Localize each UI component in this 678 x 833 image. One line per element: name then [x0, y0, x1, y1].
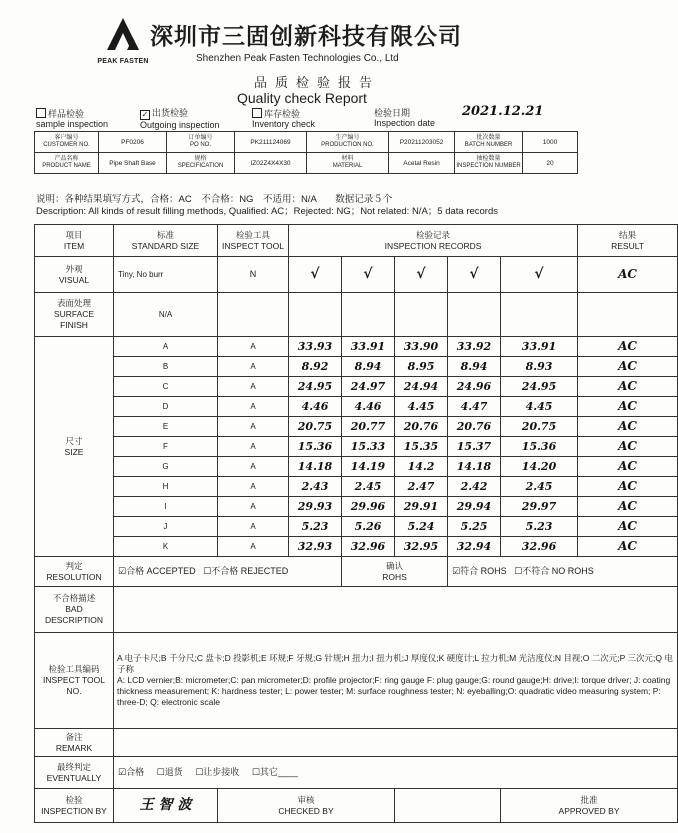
size-row [35, 357, 678, 377]
size-standard: A [114, 337, 218, 357]
size-record: 15.37 [448, 437, 501, 457]
size-result: AC [578, 437, 678, 457]
size-record: 8.95 [395, 357, 448, 377]
size-record: 29.91 [395, 497, 448, 517]
size-record: 32.95 [395, 537, 448, 557]
visual-row [35, 257, 678, 293]
surface-row [35, 293, 678, 337]
customer-no-label: 客户编号 CUSTOMER NO. [35, 132, 99, 153]
size-record: 33.92 [448, 337, 501, 357]
size-record: 24.94 [395, 377, 448, 397]
surface-standard: N/A [114, 293, 218, 337]
result-header: 结果 RESULT [578, 225, 678, 257]
logo-mark-icon [103, 14, 143, 54]
size-record: 20.77 [342, 417, 395, 437]
inspection-number-label: 抽检数量 INSPECTION NUMBER [455, 153, 523, 174]
production-no-value: P20211203052 [389, 132, 455, 153]
checked-by-value[interactable] [395, 789, 501, 823]
size-result: AC [578, 477, 678, 497]
specification-value: IZ02Z4X4X30 [235, 153, 307, 174]
outgoing-checkbox[interactable]: ✓ [141, 110, 149, 119]
size-row [35, 497, 678, 517]
size-record: 15.36 [501, 437, 578, 457]
eventually-pass-option[interactable]: ☑合格 [118, 767, 145, 777]
size-tool: A [218, 497, 289, 517]
visual-standard: Tiny, No burr [114, 257, 218, 293]
tool-codes-cn: A 电子卡尺;B 千分尺;C 盘卡;D 投影机;E 环规;F 牙规;G 针规;H 扭力;I 扭力机;J 厚度仪;K 硬度计;L 拉力机;M 光洁度仪;N 目视;O 二次元;P 三次元;Q 电子称 [117, 653, 673, 674]
size-tool: A [218, 417, 289, 437]
size-record: 15.33 [342, 437, 395, 457]
size-tool: A [218, 357, 289, 377]
date-label-cn: 检验日期 [374, 108, 411, 118]
eventually-other-option[interactable]: ☐其它____ [251, 767, 298, 777]
size-tool: A [218, 537, 289, 557]
item-header: 项目 ITEM [35, 225, 114, 257]
size-standard: B [114, 357, 218, 377]
specification-label: 规格 SPECIFICATION [167, 153, 235, 174]
eventually-return-option[interactable]: ☐退货 [156, 767, 183, 777]
size-record: 33.93 [289, 337, 342, 357]
outgoing-label-cn: 出货检验 [152, 108, 189, 118]
accepted-option[interactable]: ☑合格 ACCEPTED [118, 566, 196, 576]
size-standard: K [114, 537, 218, 557]
size-row [35, 377, 678, 397]
production-no-label: 生产编号 PRODUCTION NO. [307, 132, 389, 153]
size-result: AC [578, 337, 678, 357]
size-standard: D [114, 397, 218, 417]
visual-record-4: √ [448, 257, 501, 293]
inspect-tool-row [35, 633, 678, 729]
visual-label: 外观 VISUAL [35, 257, 114, 293]
records-header: 检验记录 INSPECTION RECORDS [289, 225, 578, 257]
size-result: AC [578, 537, 678, 557]
size-record: 24.96 [448, 377, 501, 397]
inspect-tool-label: 检验工具编码 INSPECT TOOL NO. [35, 633, 114, 729]
size-record: 29.96 [342, 497, 395, 517]
size-row [35, 337, 678, 357]
material-value: Acetal Resin [389, 153, 455, 174]
size-record: 4.45 [395, 397, 448, 417]
size-record: 5.26 [342, 517, 395, 537]
bad-description-label: 不合格描述 BAD DESCRIPTION [35, 587, 114, 633]
rohs-ng-option[interactable]: ☐不符合 NO ROHS [514, 566, 594, 576]
size-tool: A [218, 337, 289, 357]
description-cn: 说明：各种结果填写方式，合格：AC 不合格：NG 不适用：N/A 数据记录５个 [36, 194, 393, 205]
report-header [0, 0, 600, 118]
inspect-tool-codes [114, 633, 678, 729]
size-record: 5.25 [448, 517, 501, 537]
size-result: AC [578, 517, 678, 537]
size-tool: A [218, 457, 289, 477]
size-record: 14.18 [448, 457, 501, 477]
table-header-row [35, 225, 678, 257]
size-row [35, 477, 678, 497]
size-record: 2.43 [289, 477, 342, 497]
company-logo [88, 14, 158, 70]
size-record: 32.94 [448, 537, 501, 557]
size-record: 20.76 [448, 417, 501, 437]
inventory-checkbox[interactable] [252, 108, 262, 118]
inventory-label-cn: 库存检验 [264, 109, 301, 119]
standard-header: 标准 STANDARD SIZE [114, 225, 218, 257]
remark-row [35, 729, 678, 757]
size-row [35, 397, 678, 417]
bad-description-row [35, 587, 678, 633]
report-title-cn: 品质检验报告 [254, 75, 381, 90]
approved-by-label: 批准 APPROVED BY [501, 789, 678, 823]
rohs-ok-option[interactable]: ☑符合 ROHS [452, 566, 507, 576]
size-record: 33.91 [342, 337, 395, 357]
visual-record-1: √ [289, 257, 342, 293]
size-standard: J [114, 517, 218, 537]
checked-by-label: 审核 CHECKED BY [218, 789, 395, 823]
tool-header: 检验工具 INSPECT TOOL [218, 225, 289, 257]
size-result: AC [578, 457, 678, 477]
size-tool: A [218, 397, 289, 417]
size-record: 32.96 [501, 537, 578, 557]
po-no-label: 订单编号 PO NO. [167, 132, 235, 153]
size-result: AC [578, 357, 678, 377]
size-record: 33.90 [395, 337, 448, 357]
inspector-signature: 王 智 波 [114, 789, 218, 823]
size-row [35, 457, 678, 477]
size-record: 14.18 [289, 457, 342, 477]
size-standard: E [114, 417, 218, 437]
resolution-row [35, 557, 678, 587]
size-record: 20.75 [501, 417, 578, 437]
size-tool: A [218, 377, 289, 397]
size-record: 2.42 [448, 477, 501, 497]
size-record: 8.94 [342, 357, 395, 377]
size-record: 15.35 [395, 437, 448, 457]
option-inventory-check[interactable] [252, 108, 315, 129]
size-record: 4.46 [289, 397, 342, 417]
size-record: 24.95 [289, 377, 342, 397]
eventually-label: 最终判定 EVENTUALLY [35, 757, 114, 789]
company-name-cn: 深圳市三固创新科技有限公司 [150, 23, 462, 49]
remark-value[interactable] [114, 729, 678, 757]
size-tool: A [218, 477, 289, 497]
bad-description-value[interactable] [114, 587, 678, 633]
size-standard: H [114, 477, 218, 497]
batch-number-value: 1000 [523, 132, 578, 153]
size-standard: C [114, 377, 218, 397]
inspection-table [34, 224, 678, 823]
inspection-number-value: 20 [523, 153, 578, 174]
resolution-options [114, 557, 342, 587]
size-record: 8.94 [448, 357, 501, 377]
size-record: 29.97 [501, 497, 578, 517]
product-name-value: Pipe Shaft Base [99, 153, 167, 174]
logo-text: PEAK FASTEN [97, 58, 149, 65]
eventually-concession-option[interactable]: ☐让步接收 [195, 767, 240, 777]
size-record: 5.23 [501, 517, 578, 537]
size-row [35, 537, 678, 557]
size-record: 2.47 [395, 477, 448, 497]
option-outgoing-inspection[interactable] [140, 108, 220, 130]
size-record: 32.93 [289, 537, 342, 557]
inventory-label-en: Inventory check [252, 119, 316, 129]
size-record: 4.47 [448, 397, 501, 417]
eventually-row [35, 757, 678, 789]
size-result: AC [578, 497, 678, 517]
size-record: 15.36 [289, 437, 342, 457]
sample-checkbox[interactable] [36, 108, 46, 118]
size-result: AC [578, 397, 678, 417]
description-en: Description: All kinds of result filling methods, Qualified: AC；Rejected: NG；Not related: N/A；5 data records [36, 206, 499, 217]
visual-record-2: √ [342, 257, 395, 293]
size-record: 5.24 [395, 517, 448, 537]
size-record: 2.45 [501, 477, 578, 497]
inspection-date-label [374, 108, 435, 128]
company-name-en: Shenzhen Peak Fasten Technologies Co., Ltd [196, 53, 399, 64]
size-record: 20.75 [289, 417, 342, 437]
product-name-label: 产品名称 PRODUCT NAME [35, 153, 99, 174]
eventually-options [114, 757, 678, 789]
size-tool: A [218, 437, 289, 457]
rohs-confirm-label: 确认 ROHS [342, 557, 448, 587]
size-label: 尺寸 SIZE [35, 337, 114, 557]
remark-label: 备注 REMARK [35, 729, 114, 757]
surface-label: 表面处理 SURFACE FINISH [35, 293, 114, 337]
inspection-date-value: 2021.12.21 [462, 104, 544, 119]
visual-record-5: √ [501, 257, 578, 293]
size-record: 24.97 [342, 377, 395, 397]
option-sample-inspection[interactable] [36, 108, 108, 129]
batch-number-label: 批次数量 BATCH NUMBER [455, 132, 523, 153]
size-row [35, 417, 678, 437]
inspection-by-label: 检验 INSPECTION BY [35, 789, 114, 823]
description-note [36, 194, 581, 218]
size-record: 8.93 [501, 357, 578, 377]
size-record: 24.95 [501, 377, 578, 397]
size-record: 8.92 [289, 357, 342, 377]
visual-result: AC [578, 257, 678, 293]
size-record: 5.23 [289, 517, 342, 537]
size-record: 14.20 [501, 457, 578, 477]
size-record: 14.19 [342, 457, 395, 477]
resolution-label: 判定 RESOLUTION [35, 557, 114, 587]
size-record: 4.46 [342, 397, 395, 417]
visual-record-3: √ [395, 257, 448, 293]
sample-label-en: sample inspection [36, 119, 109, 129]
date-label-en: Inspection date [374, 118, 436, 128]
material-label: 材料 MATERIAL [307, 153, 389, 174]
size-record: 2.45 [342, 477, 395, 497]
rohs-options [448, 557, 678, 587]
size-record: 14.2 [395, 457, 448, 477]
size-standard: G [114, 457, 218, 477]
po-no-value: PK211124069 [235, 132, 307, 153]
size-standard: I [114, 497, 218, 517]
rejected-option[interactable]: ☐不合格 REJECTED [203, 566, 289, 576]
size-record: 32.96 [342, 537, 395, 557]
product-info-table [34, 131, 578, 174]
size-result: AC [578, 417, 678, 437]
size-tool: A [218, 517, 289, 537]
signature-row [35, 789, 678, 823]
sample-label-cn: 样品检验 [48, 109, 85, 119]
size-standard: F [114, 437, 218, 457]
size-record: 20.76 [395, 417, 448, 437]
size-row [35, 437, 678, 457]
size-record: 29.94 [448, 497, 501, 517]
size-record: 33.91 [501, 337, 578, 357]
visual-tool: N [218, 257, 289, 293]
size-record: 29.93 [289, 497, 342, 517]
size-record: 4.45 [501, 397, 578, 417]
report-title-en: Quality check Report [237, 90, 367, 106]
size-row [35, 517, 678, 537]
outgoing-label-en: Outgoing inspection [140, 120, 220, 130]
size-result: AC [578, 377, 678, 397]
tool-codes-en: A: LCD vernier;B: micrometer;C: pan micrometer;D: profile projector;F: ring gauge F: plug gauge;G: round gauge;H: drive;I: torque driver; J: coating thickness measurement; K: hardness tester; L: power tester; M: surface roughness tester; N: eyeballing;O: quadratic video measuring system; P: three-D; Q: electronic scale [117, 675, 671, 707]
customer-no-value: PF0206 [99, 132, 167, 153]
